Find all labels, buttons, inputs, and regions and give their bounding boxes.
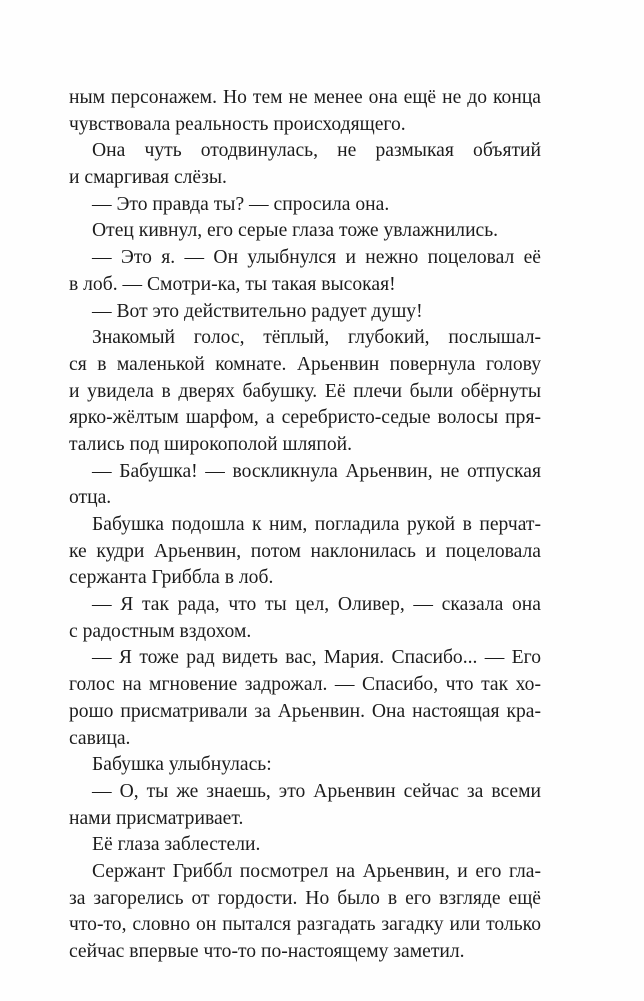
- text-line: нами присматривает.: [69, 807, 244, 829]
- text-line: Знакомый голос, тёплый, глубокий, послышал-: [92, 327, 541, 349]
- text-line: — О, ты же знаешь, это Арьенвин сейчас за всеми: [92, 780, 541, 802]
- text-line: чувствовала реальность происходящего.: [69, 113, 406, 135]
- text-line: Её глаза заблестели.: [92, 834, 261, 856]
- text-line: — Это я. — Он улыбнулся и нежно поцеловал её: [92, 247, 541, 269]
- text-line: что-то, словно он пытался разгадать загадку или только: [69, 914, 541, 936]
- text-line: ке кудри Арьенвин, потом наклонилась и поцеловала: [69, 540, 541, 562]
- text-line: тались под широкополой шляпой.: [69, 433, 353, 455]
- text-line: — Я так рада, что ты цел, Оливер, — сказала она: [92, 594, 541, 616]
- text-line: и увидела в дверях бабушку. Её плечи были обёрнуты: [69, 380, 541, 402]
- text-line: — Это правда ты? — спросила она.: [92, 193, 390, 215]
- text-line: Сержант Гриббл посмотрел на Арьенвин, и его гла-: [92, 860, 541, 882]
- text-line: и смаргивая слёзы.: [69, 167, 227, 189]
- text-line: Бабушка улыбнулась:: [92, 754, 272, 776]
- text-line: Она чуть отодвинулась, не размыкая объятий: [92, 140, 541, 162]
- text-line: отца.: [69, 487, 112, 509]
- text-line: — Вот это действительно радует душу!: [92, 300, 423, 322]
- text-line: Отец кивнул, его серые глаза тоже увлажнились.: [92, 220, 499, 242]
- text-line: савица.: [69, 727, 131, 749]
- text-line: сейчас впервые что-то по-настоящему заметил.: [69, 941, 465, 962]
- text-line: — Бабушка! — воскликнула Арьенвин, не отпуская: [92, 460, 541, 482]
- text-line: сержанта Гриббла в лоб.: [69, 567, 274, 589]
- text-line: ным персонажем. Но тем не менее она ещё не до конца: [69, 87, 541, 108]
- text-line: голос на мгновение задрожал. — Спасибо, что так хо-: [69, 674, 541, 696]
- text-line: ся в маленькой комнате. Арьенвин повернула голову: [69, 353, 541, 375]
- text-line: в лоб. — Смотри-ка, ты такая высокая!: [69, 273, 396, 295]
- text-line: за загорелись от гордости. Но было в его взгляде ещё: [69, 887, 541, 909]
- text-line: Бабушка подошла к ним, погладила рукой в перчат-: [92, 514, 541, 535]
- text-line: — Я тоже рад видеть вас, Мария. Спасибо... — Его: [92, 647, 541, 669]
- text-line: ярко-жёлтым шарфом, а серебристо-седые волосы пря-: [69, 407, 541, 429]
- text-line: рошо присматривали за Арьенвин. Она настоящая кра-: [69, 700, 541, 722]
- text-line: с радостным вздохом.: [69, 620, 252, 642]
- body-text: [69, 85, 541, 966]
